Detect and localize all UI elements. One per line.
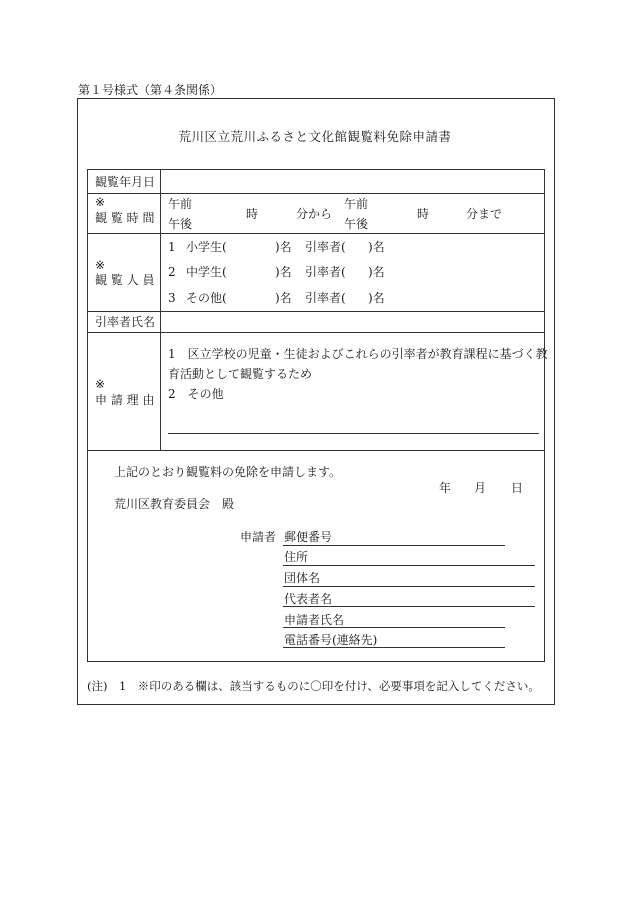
footnote: (注) 1 ※印のある欄は、該当するものに〇印を付け、必要事項を記入してください。 bbox=[87, 679, 540, 693]
visitor-item-leader: 引率者( bbox=[305, 265, 346, 279]
reason-option-1-line1[interactable]: 1 区立学校の児童・生徒およびこれらの引率者が教育課程に基づく教 bbox=[168, 347, 548, 361]
visit-time-label: 観 覧 時 間 bbox=[95, 211, 155, 225]
start-minute-unit: 分から bbox=[296, 207, 333, 221]
required-mark: ※ bbox=[95, 258, 106, 272]
visitor-item-kind: その他( bbox=[186, 291, 227, 305]
leader-name-label: 引率者氏名 bbox=[95, 315, 156, 329]
leader-name-field[interactable] bbox=[162, 313, 542, 330]
reason-option-1-line2: 育活動として観覧するため bbox=[168, 367, 313, 381]
visitor-item-kind: 中学生( bbox=[186, 265, 227, 279]
reason-option-2[interactable]: 2 その他 bbox=[168, 387, 224, 401]
end-hour-unit: 時 bbox=[417, 207, 430, 221]
reason-other-line[interactable] bbox=[168, 433, 539, 434]
row-divider bbox=[87, 311, 545, 312]
visitor-count-label: 観 覧 人 員 bbox=[95, 273, 155, 287]
phone-number-field[interactable] bbox=[283, 647, 505, 648]
addressee: 荒川区教育委員会 殿 bbox=[114, 497, 235, 511]
representative-name-field[interactable] bbox=[283, 606, 535, 607]
required-mark: ※ bbox=[95, 195, 106, 209]
month-label: 月 bbox=[474, 481, 487, 495]
row-divider bbox=[87, 193, 545, 194]
applicant-name-label: 申請者氏名 bbox=[284, 613, 345, 627]
label-column-divider bbox=[160, 169, 161, 450]
postal-code-field[interactable] bbox=[283, 545, 505, 546]
visitor-item-num: 1 bbox=[168, 240, 176, 254]
row-divider bbox=[87, 450, 545, 451]
visitor-item-leader-unit: )名 bbox=[368, 265, 385, 279]
phone-number-label: 電話番号(連絡先) bbox=[284, 633, 378, 647]
reason-label: 申 請 理 由 bbox=[95, 393, 155, 407]
visitor-item-leader-unit: )名 bbox=[368, 291, 385, 305]
visitor-item-num: 2 bbox=[168, 265, 176, 279]
visitor-item-leader: 引率者( bbox=[305, 240, 346, 254]
row-divider bbox=[87, 233, 545, 234]
am-option[interactable]: 午前 bbox=[168, 197, 193, 211]
visit-date-label: 観覧年月日 bbox=[95, 175, 156, 189]
visit-date-field[interactable] bbox=[162, 171, 542, 191]
organization-name-label: 団体名 bbox=[284, 571, 321, 585]
visitor-item-unit: )名 bbox=[275, 240, 292, 254]
address-label: 住所 bbox=[284, 550, 309, 564]
postal-code-label: 郵便番号 bbox=[284, 530, 333, 544]
address-field[interactable] bbox=[283, 565, 535, 566]
visitor-item-leader: 引率者( bbox=[305, 291, 346, 305]
visitor-item-leader-unit: )名 bbox=[368, 240, 385, 254]
am-option-end[interactable]: 午前 bbox=[344, 197, 369, 211]
declaration-text: 上記のとおり観覧料の免除を申請します。 bbox=[114, 465, 342, 479]
visitor-item-kind: 小学生( bbox=[186, 240, 227, 254]
row-divider bbox=[87, 332, 545, 333]
visitor-item-unit: )名 bbox=[275, 291, 292, 305]
applicant-label: 申請者 bbox=[240, 530, 277, 544]
form-number: 第１号様式（第４条関係） bbox=[78, 83, 223, 97]
start-hour-unit: 時 bbox=[246, 207, 259, 221]
year-label: 年 bbox=[439, 481, 452, 495]
pm-option-end[interactable]: 午後 bbox=[344, 217, 369, 231]
pm-option[interactable]: 午後 bbox=[168, 217, 193, 231]
required-mark: ※ bbox=[95, 377, 106, 391]
day-label: 日 bbox=[511, 481, 524, 495]
visitor-item-num: 3 bbox=[168, 291, 176, 305]
applicant-name-field[interactable] bbox=[283, 627, 505, 628]
visitor-item-unit: )名 bbox=[275, 265, 292, 279]
organization-name-field[interactable] bbox=[283, 586, 535, 587]
end-minute-unit: 分まで bbox=[466, 207, 503, 221]
form-title: 荒川区立荒川ふるさと文化館観覧料免除申請書 bbox=[178, 129, 452, 144]
representative-name-label: 代表者名 bbox=[284, 592, 333, 606]
